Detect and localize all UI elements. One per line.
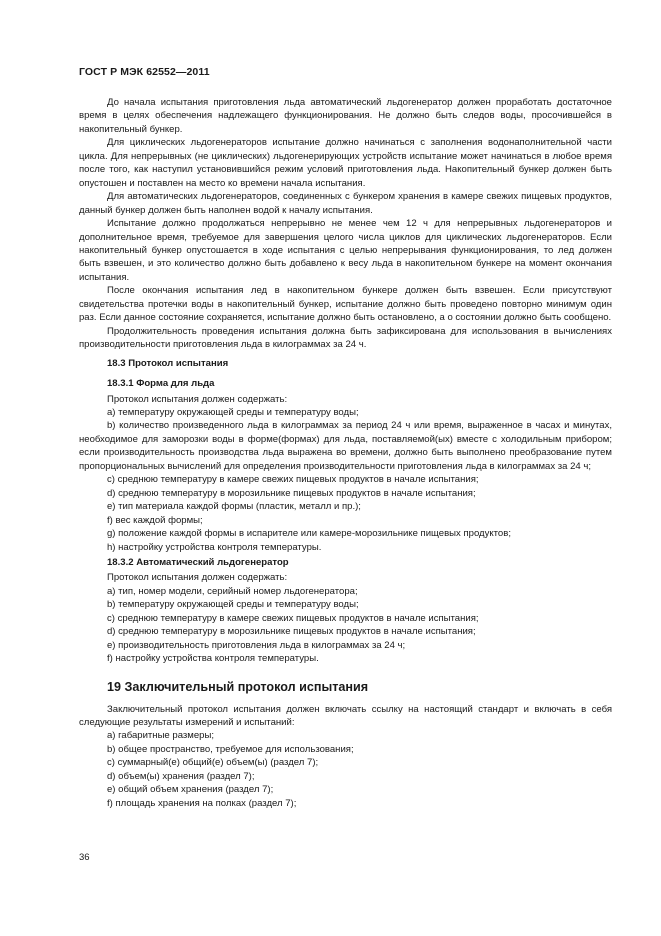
list-item: b) количество произведенного льда в килограммах за период 24 ч или время, выраженное в часах и минутах, необходимое для заморозки воды в форме(формах) для льда, поставляемой(ых) вместе с холодильным прибором; если производительность производства льда выражена во времени, должно быть выполнено преобразование путем пропорциональных вычислений для определения производительности приготовления льда в килограммах за 24 ч; xyxy=(79,420,612,472)
list-item: a) габаритные размеры; xyxy=(107,730,214,742)
page-number: 36 xyxy=(79,852,90,863)
list-item: d) среднюю температуру в морозильнике пищевых продуктов в начале испытания; xyxy=(107,626,476,638)
list-item: f) вес каждой формы; xyxy=(107,514,203,526)
list-item: e) производительность приготовления льда в килограммах за 24 ч; xyxy=(107,639,406,651)
paragraph: До начала испытания приготовления льда автоматический льдогенератор должен проработать достаточное время в целях обеспечения надлежащего функционирования. Не должно быть следов воды, просочившейся в накопительный бункер. xyxy=(79,97,612,135)
list-item: f) площадь хранения на полках (раздел 7); xyxy=(107,797,297,809)
list-item: c) среднюю температуру в камере свежих пищевых продуктов в начале испытания; xyxy=(107,612,479,624)
paragraph: После окончания испытания лед в накопительном бункере должен быть взвешен. Если присутствуют свидетельства протечки воды в накопительный бункер, испытание должно быть проведено повторно минимум один раз. Если данное состояние сохраняется, испытание должно быть остановлено, а о состоянии должно быть сообщено. xyxy=(79,285,612,324)
list-item: e) общий объем хранения (раздел 7); xyxy=(107,784,274,796)
paragraph: Для циклических льдогенераторов испытание должно начинаться с заполнения водонаполнительной части цикла. Для непрерывных (не циклических) льдогенерирующих устройств испытание может начинаться в любое время после того, как наступил установившийся режим условий приготовления льда. Накопительный бункер должен быть опустошен и поставлен на место ко времени начала испытания. xyxy=(79,137,612,189)
list-item: a) температуру окружающей среды и температуру воды; xyxy=(107,406,359,418)
list-item: c) суммарный(е) общий(е) объем(ы) (раздел 7); xyxy=(107,757,319,769)
list-item: c) среднюю температуру в камере свежих пищевых продуктов в начале испытания; xyxy=(107,474,479,486)
list-item: h) настройку устройства контроля температуры. xyxy=(107,541,322,553)
list-item: d) среднюю температуру в морозильнике пищевых продуктов в начале испытания; xyxy=(107,487,476,499)
section-heading-19: 19 Заключительный протокол испытания xyxy=(107,679,369,694)
list-item: e) тип материала каждой формы (пластик, металл и пр.); xyxy=(107,501,361,513)
paragraph: Для автоматических льдогенераторов, соединенных с бункером хранения в камере свежих пищевых продуктов, данный бункер должен быть наполнен водой к началу испытания. xyxy=(79,191,612,216)
paragraph: Продолжительность проведения испытания должна быть зафиксирована для использования в вычислениях производительности приготовления льда в килограммах за 24 ч. xyxy=(79,325,612,351)
list-item: b) общее пространство, требуемое для использования; xyxy=(107,743,354,755)
list-item: a) тип, номер модели, серийный номер льдогенератора; xyxy=(107,585,358,597)
section-heading-18-3: 18.3 Протокол испытания xyxy=(107,357,229,369)
section-heading-18-3-2: 18.3.2 Автоматический льдогенератор xyxy=(107,556,289,568)
document-code-header: ГОСТ Р МЭК 62552—2011 xyxy=(79,66,210,78)
list-item: d) объем(ы) хранения (раздел 7); xyxy=(107,770,255,782)
list-item: g) положение каждой формы в испарителе или камере-морозильнике пищевых продуктов; xyxy=(107,528,511,540)
list-intro: Протокол испытания должен содержать: xyxy=(107,572,288,584)
page-content xyxy=(79,96,612,810)
section-heading-18-3-1: 18.3.1 Форма для льда xyxy=(107,378,215,390)
list-item: b) температуру окружающей среды и температуру воды; xyxy=(107,599,359,611)
paragraph: Заключительный протокол испытания должен включать ссылку на настоящий стандарт и включать в себя следующие результаты измерений и испытаний: xyxy=(79,703,612,729)
list-intro: Протокол испытания должен содержать: xyxy=(107,393,288,405)
list-item: f) настройку устройства контроля температуры. xyxy=(107,653,319,665)
paragraph: Испытание должно продолжаться непрерывно не менее чем 12 ч для непрерывных льдогенераторов и дополнительное время, требуемое для завершения целого числа циклов для циклических льдогенераторов. Если накопительный бункер опустошается в ходе испытания с целью непрерывания функционирования, то лед должен быть взвешен, и это количество должно быть добавлено к весу льда в накопительном бункере на момент окончания испытания. xyxy=(79,218,612,283)
